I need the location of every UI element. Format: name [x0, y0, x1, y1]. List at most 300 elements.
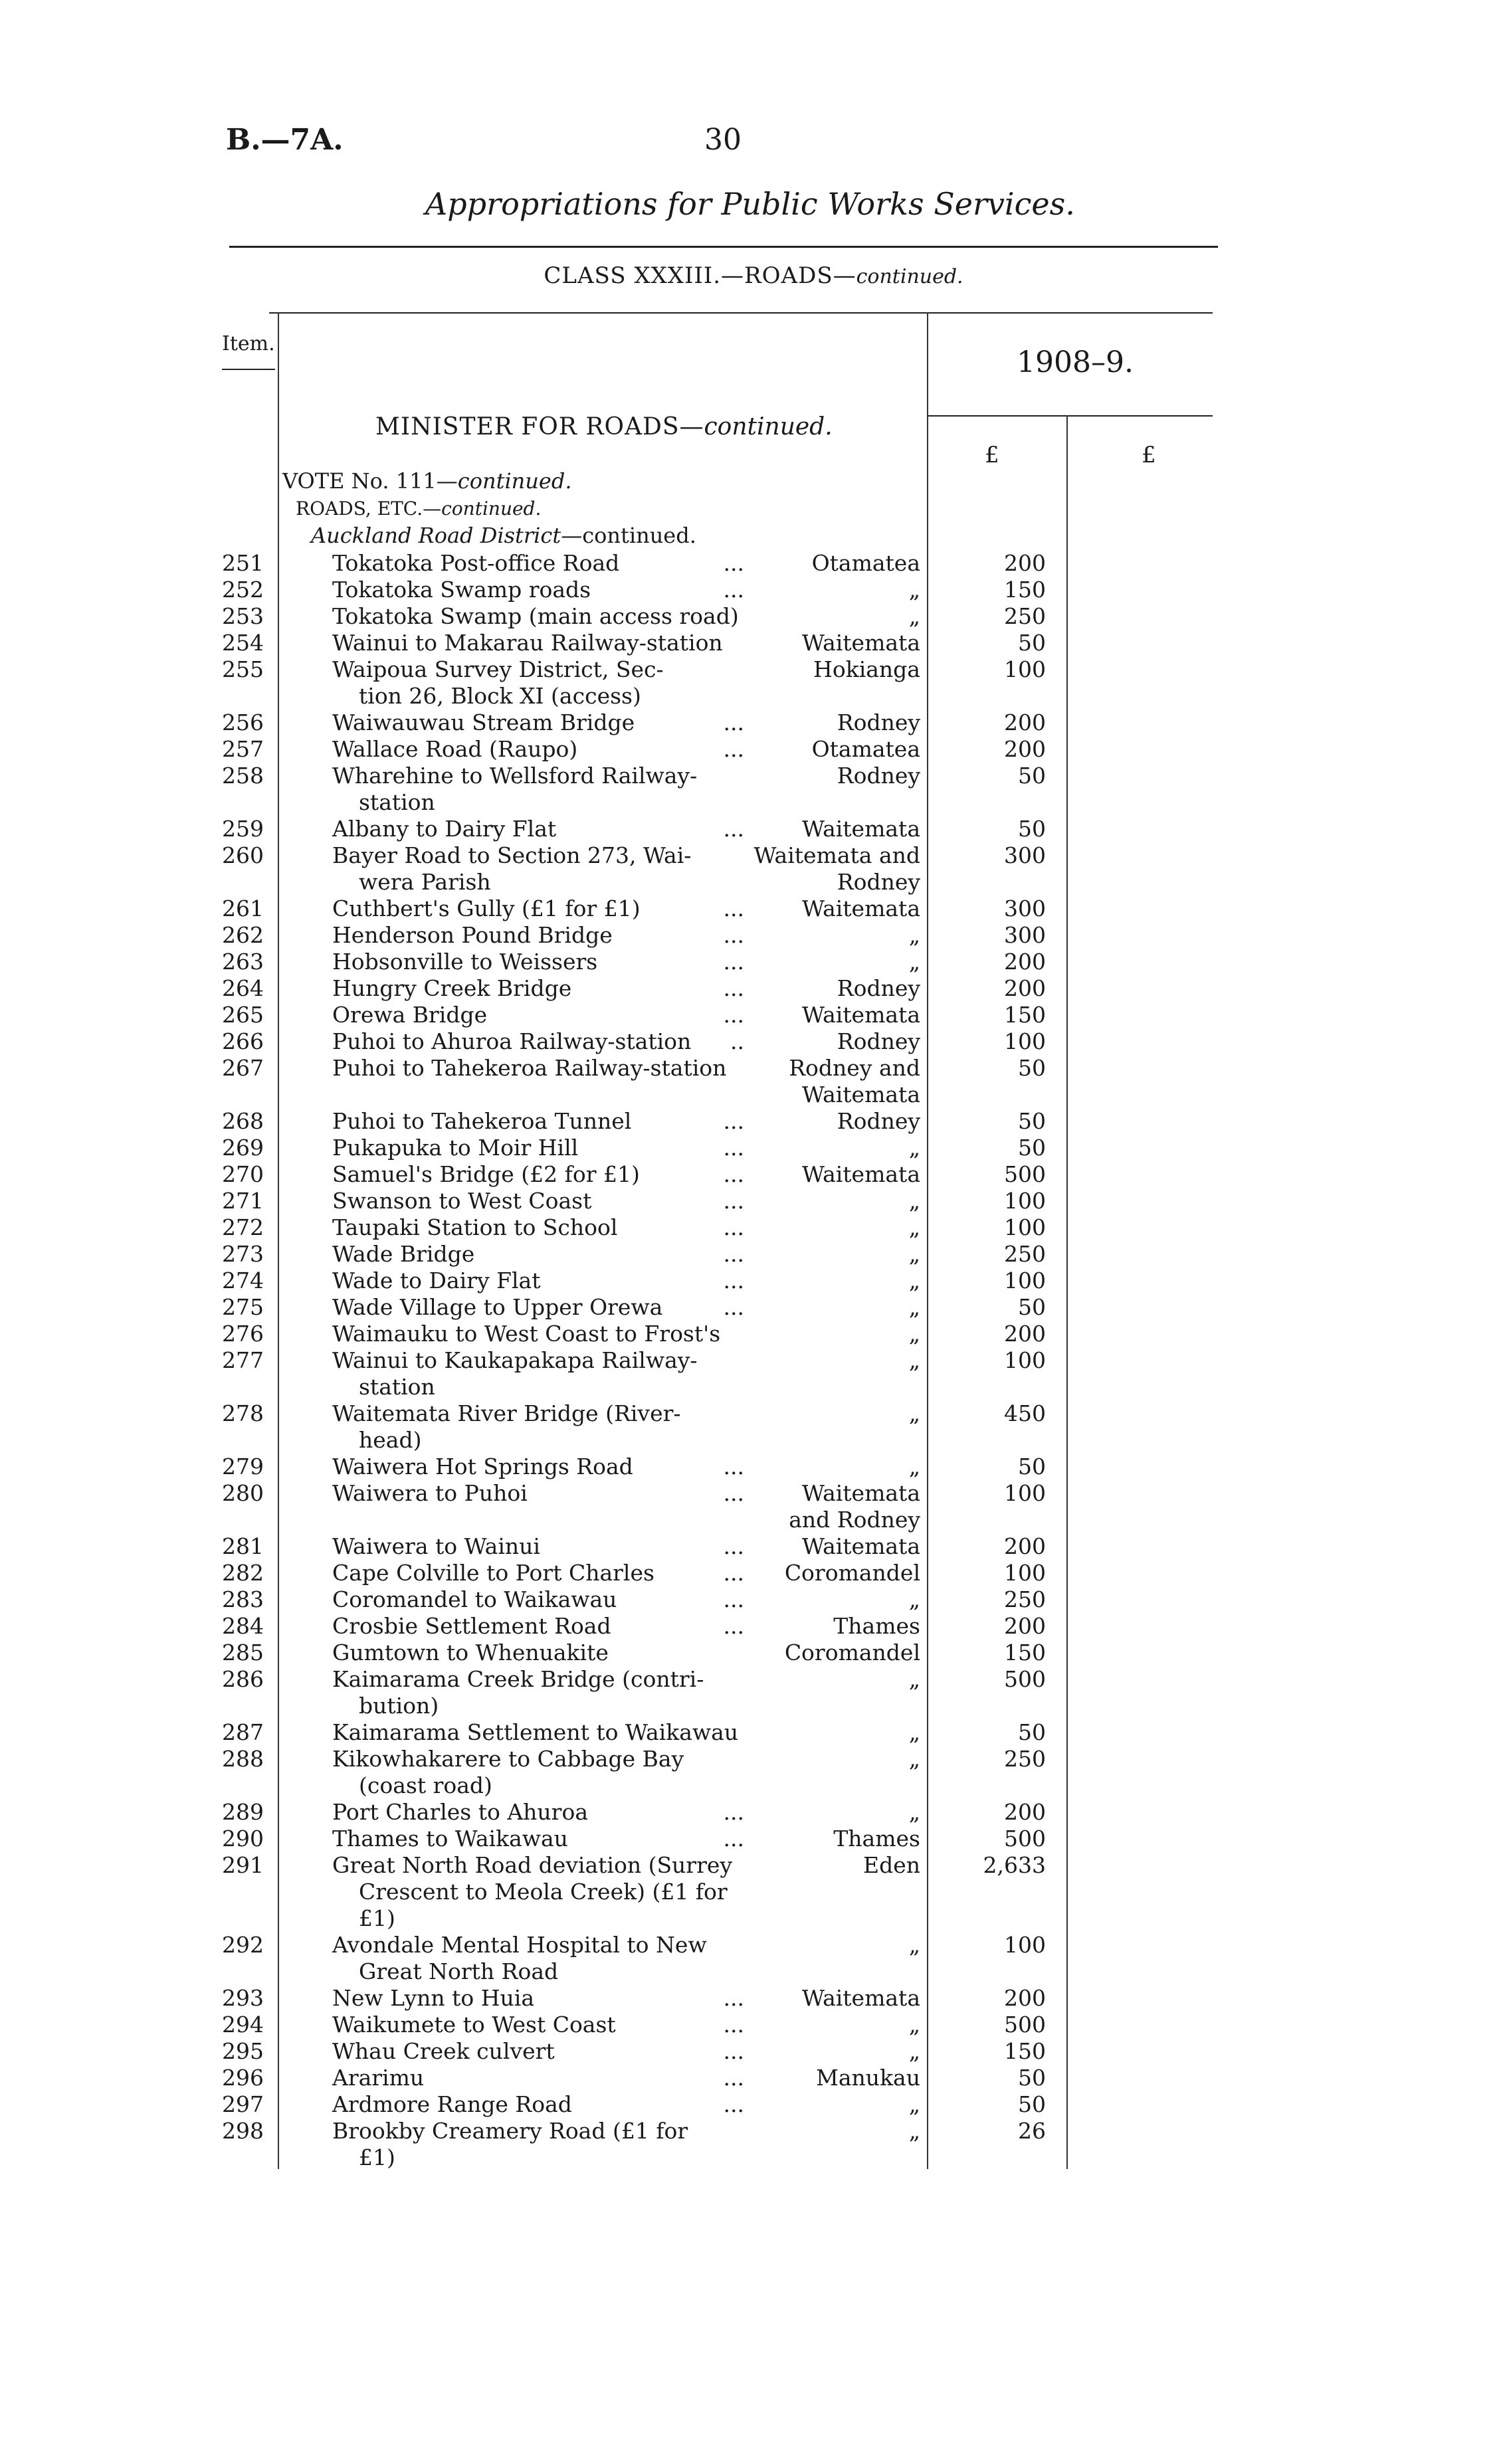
amount: 250	[1004, 603, 1046, 629]
electorate	[744, 1560, 920, 1586]
table-row	[0, 603, 1507, 630]
item-description	[332, 1480, 744, 1507]
amount: 200	[1004, 949, 1046, 975]
amount: 50	[1018, 630, 1046, 656]
electorate	[744, 710, 920, 736]
electorate-line: and Rodney	[789, 1507, 920, 1533]
item-description	[332, 630, 744, 656]
description-line: Brookby Creamery Road (£1 for	[332, 2118, 688, 2144]
leader-dots: ...	[723, 2012, 744, 2038]
item-number: 275	[222, 1294, 264, 1320]
leader-dots: ..	[730, 1028, 744, 1054]
amount: 300	[1004, 896, 1046, 921]
electorate-line: „	[908, 2091, 920, 2117]
item-description	[332, 949, 744, 975]
electorate-line: „	[908, 2118, 920, 2144]
item-description	[332, 550, 744, 577]
leader-dots: ...	[723, 2091, 744, 2117]
electorate	[744, 1746, 920, 1772]
electorate	[744, 1055, 920, 1108]
item-number: 263	[222, 949, 264, 975]
electorate	[744, 1666, 920, 1693]
amount: 500	[1004, 1666, 1046, 1692]
description-line: Bayer Road to Section 273, Wai-	[332, 842, 692, 868]
electorate-line: „	[908, 1347, 920, 1373]
item-description	[332, 1214, 744, 1241]
electorate-line: „	[908, 1294, 920, 1320]
electorate	[744, 1613, 920, 1640]
description-line: Kaimarama Creek Bridge (contri-	[332, 1666, 704, 1692]
amount: 250	[1004, 1241, 1046, 1267]
description-line: Coromandel to Waikawau	[332, 1586, 617, 1612]
item-number: 286	[222, 1666, 264, 1692]
description-line: £1)	[359, 1905, 395, 1931]
electorate	[744, 1640, 920, 1666]
table-row	[0, 1268, 1507, 1294]
electorate-line: Coromandel	[784, 1560, 920, 1586]
electorate	[744, 1826, 920, 1852]
item-description	[332, 1719, 744, 1746]
amount: 50	[1018, 1719, 1046, 1745]
table-row	[0, 1852, 1507, 1932]
electorate-line: „	[908, 949, 920, 975]
description-line: £1)	[359, 2144, 395, 2170]
item-description	[332, 1666, 744, 1719]
amount: 200	[1004, 1799, 1046, 1825]
table-row	[0, 1055, 1507, 1108]
description-line: Waiwera to Puhoi	[332, 1480, 528, 1506]
item-number: 267	[222, 1055, 264, 1081]
amount: 200	[1004, 710, 1046, 735]
electorate	[744, 1161, 920, 1188]
electorate	[744, 1852, 920, 1879]
roads-heading: ROADS, ETC.—continued.	[296, 498, 542, 520]
table-row	[0, 1135, 1507, 1161]
item-number: 255	[222, 656, 264, 682]
electorate-line: „	[908, 1214, 920, 1240]
item-description	[332, 1400, 744, 1454]
item-number: 270	[222, 1161, 264, 1187]
item-number: 297	[222, 2091, 264, 2117]
electorate	[744, 736, 920, 763]
leader-dots: ...	[723, 922, 744, 948]
item-number: 294	[222, 2012, 264, 2038]
item-number: 293	[222, 1985, 264, 2011]
amount: 200	[1004, 975, 1046, 1001]
item-header-underline	[222, 369, 275, 370]
item-number: 268	[222, 1108, 264, 1134]
amount: 100	[1004, 1028, 1046, 1054]
description-line: Whau Creek culvert	[332, 2038, 555, 2064]
electorate	[744, 2091, 920, 2118]
electorate-line: Rodney	[837, 763, 920, 789]
item-description	[332, 603, 744, 630]
electorate	[744, 656, 920, 683]
leader-dots: ...	[723, 1480, 744, 1506]
description-line: Puhoi to Ahuroa Railway-station	[332, 1028, 692, 1054]
table-row	[0, 2118, 1507, 2171]
item-number: 285	[222, 1640, 264, 1665]
item-number: 258	[222, 763, 264, 789]
electorate	[744, 1135, 920, 1161]
item-number: 295	[222, 2038, 264, 2064]
amount: 200	[1004, 1985, 1046, 2011]
amount: 100	[1004, 1188, 1046, 1214]
description-line: Puhoi to Tahekeroa Railway-station	[332, 1055, 727, 1081]
description-line: Albany to Dairy Flat	[332, 816, 557, 842]
description-line: station	[359, 1374, 435, 1400]
table-row	[0, 896, 1507, 922]
item-description	[332, 2038, 744, 2065]
item-description	[332, 1347, 744, 1400]
amount: 300	[1004, 922, 1046, 948]
electorate-line: Waitemata	[802, 816, 920, 842]
electorate	[744, 949, 920, 975]
description-line: Avondale Mental Hospital to New	[332, 1932, 707, 1958]
electorate	[744, 1719, 920, 1746]
leader-dots: ...	[723, 1826, 744, 1851]
electorate	[744, 2118, 920, 2144]
electorate-line: „	[908, 1268, 920, 1293]
description-line: Great North Road deviation (Surrey	[332, 1852, 733, 1878]
pound-symbol-col2: £	[1142, 442, 1156, 468]
item-description	[332, 2091, 744, 2118]
electorate	[744, 550, 920, 577]
amount: 500	[1004, 2012, 1046, 2038]
table-row	[0, 1533, 1507, 1560]
description-line: New Lynn to Huia	[332, 1985, 534, 2011]
electorate-line: Otamatea	[811, 736, 920, 762]
description-line: Tokatoka Swamp (main access road)	[332, 603, 739, 629]
item-number: 291	[222, 1852, 264, 1878]
electorate-line: Waitemata	[802, 1082, 920, 1107]
item-description	[332, 2012, 744, 2038]
amount: 200	[1004, 1613, 1046, 1639]
leader-dots: ...	[723, 1108, 744, 1134]
item-description	[332, 1108, 744, 1135]
electorate	[744, 1932, 920, 1958]
amount: 2,633	[983, 1852, 1046, 1878]
electorate	[744, 763, 920, 789]
description-line: Wade to Dairy Flat	[332, 1268, 541, 1293]
item-number: 272	[222, 1214, 264, 1240]
table-row	[0, 1560, 1507, 1586]
description-line: Cuthbert's Gully (£1 for £1)	[332, 896, 641, 921]
table-row	[0, 2091, 1507, 2118]
leader-dots: ...	[723, 1560, 744, 1586]
description-line: Puhoi to Tahekeroa Tunnel	[332, 1108, 632, 1134]
description-line: station	[359, 789, 435, 815]
leader-dots: ...	[723, 1214, 744, 1240]
table-row	[0, 1002, 1507, 1028]
amount: 26	[1018, 2118, 1046, 2144]
electorate-line: Rodney	[837, 869, 920, 895]
item-description	[332, 1454, 744, 1480]
leader-dots: ...	[723, 577, 744, 603]
table-row	[0, 736, 1507, 763]
electorate-line: Waitemata	[802, 1002, 920, 1028]
electorate-line: Rodney and	[789, 1055, 920, 1081]
document-reference: B.—7A.	[226, 123, 344, 157]
item-description	[332, 656, 744, 710]
table-row	[0, 1161, 1507, 1188]
electorate-line: „	[908, 1241, 920, 1267]
table-top-rule	[269, 312, 1213, 314]
electorate-line: Waitemata and	[754, 842, 920, 868]
description-line: Wallace Road (Raupo)	[332, 736, 578, 762]
description-line: wera Parish	[359, 869, 491, 895]
description-line: Tokatoka Swamp roads	[332, 577, 591, 603]
item-number: 280	[222, 1480, 264, 1506]
item-description	[332, 1985, 744, 2012]
table-row	[0, 975, 1507, 1002]
item-description	[332, 1188, 744, 1214]
table-row	[0, 1799, 1507, 1826]
table-row	[0, 1480, 1507, 1533]
leader-dots: ...	[723, 736, 744, 762]
description-line: Hobsonville to Weissers	[332, 949, 598, 975]
item-description	[332, 1161, 744, 1188]
item-number: 266	[222, 1028, 264, 1054]
electorate	[744, 2012, 920, 2038]
electorate-line: Waitemata	[802, 1985, 920, 2011]
leader-dots: ...	[723, 1533, 744, 1559]
item-description	[332, 710, 744, 736]
item-number: 278	[222, 1400, 264, 1426]
description-line: Cape Colville to Port Charles	[332, 1560, 654, 1586]
year-underline	[927, 415, 1213, 417]
table-row	[0, 816, 1507, 842]
description-line: Pukapuka to Moir Hill	[332, 1135, 579, 1161]
electorate-line: Rodney	[837, 1108, 920, 1134]
leader-dots: ...	[723, 1613, 744, 1639]
amount: 50	[1018, 1108, 1046, 1134]
electorate-line: „	[908, 1799, 920, 1825]
table-row	[0, 1640, 1507, 1666]
table-row	[0, 1241, 1507, 1268]
electorate	[744, 1268, 920, 1294]
item-number: 282	[222, 1560, 264, 1586]
table-row	[0, 656, 1507, 710]
item-number: 254	[222, 630, 264, 656]
electorate-line: Waitemata	[802, 1533, 920, 1559]
description-line: Samuel's Bridge (£2 for £1)	[332, 1161, 640, 1187]
item-description	[332, 1055, 744, 1082]
item-number: 276	[222, 1321, 264, 1347]
item-description	[332, 1560, 744, 1586]
minister-heading: MINISTER FOR ROADS—continued.	[375, 413, 833, 440]
amount: 100	[1004, 1932, 1046, 1958]
electorate	[744, 1188, 920, 1214]
electorate-line: Rodney	[837, 710, 920, 735]
page-number: 30	[704, 123, 742, 157]
description-line: Henderson Pound Bridge	[332, 922, 613, 948]
item-number: 277	[222, 1347, 264, 1373]
amount: 250	[1004, 1586, 1046, 1612]
amount: 50	[1018, 1454, 1046, 1479]
table-row	[0, 1400, 1507, 1454]
table-row	[0, 1108, 1507, 1135]
item-description	[332, 736, 744, 763]
item-number: 281	[222, 1533, 264, 1559]
item-description	[332, 1002, 744, 1028]
electorate-line: Waitemata	[802, 1480, 920, 1506]
description-line: Waimauku to West Coast to Frost's	[332, 1321, 721, 1347]
amount: 200	[1004, 1533, 1046, 1559]
leader-dots: ...	[723, 816, 744, 842]
amount: 500	[1004, 1161, 1046, 1187]
item-number: 260	[222, 842, 264, 868]
table-row	[0, 1214, 1507, 1241]
item-number: 298	[222, 2118, 264, 2144]
item-description	[332, 1852, 744, 1932]
description-line: Port Charles to Ahuroa	[332, 1799, 588, 1825]
description-line: Waiwauwau Stream Bridge	[332, 710, 635, 735]
description-line: Wainui to Makarau Railway-station	[332, 630, 723, 656]
description-line: Tokatoka Post-office Road	[332, 550, 620, 576]
electorate-line: Thames	[833, 1826, 920, 1851]
table-row	[0, 2038, 1507, 2065]
amount: 50	[1018, 1055, 1046, 1081]
amount: 50	[1018, 763, 1046, 789]
item-description	[332, 1268, 744, 1294]
leader-dots: ...	[723, 550, 744, 576]
description-line: Crescent to Meola Creek) (£1 for	[359, 1879, 728, 1905]
item-number: 253	[222, 603, 264, 629]
table-row	[0, 2012, 1507, 2038]
item-description	[332, 1640, 744, 1666]
description-line: Thames to Waikawau	[332, 1826, 568, 1851]
electorate-line: „	[908, 1321, 920, 1347]
description-line: Wade Bridge	[332, 1241, 475, 1267]
table-row	[0, 1985, 1507, 2012]
description-line: Waiwera Hot Springs Road	[332, 1454, 633, 1479]
electorate-line: „	[908, 2038, 920, 2064]
electorate-line: Rodney	[837, 1028, 920, 1054]
table-row	[0, 577, 1507, 603]
table-row	[0, 763, 1507, 816]
electorate-line: Coromandel	[784, 1640, 920, 1665]
item-number: 251	[222, 550, 264, 576]
amount: 150	[1004, 1002, 1046, 1028]
leader-dots: ...	[723, 1454, 744, 1479]
item-number: 290	[222, 1826, 264, 1851]
amount: 100	[1004, 1347, 1046, 1373]
electorate-line: Otamatea	[811, 550, 920, 576]
item-number: 296	[222, 2065, 264, 2091]
leader-dots: ...	[723, 1241, 744, 1267]
class-heading: CLASS XXXIII.—ROADS—continued.	[544, 262, 963, 289]
electorate-line: „	[908, 1454, 920, 1479]
leader-dots: ...	[723, 1161, 744, 1187]
title-rule	[229, 246, 1218, 248]
item-number: 262	[222, 922, 264, 948]
amount: 50	[1018, 1294, 1046, 1320]
item-description	[332, 1746, 744, 1799]
item-number: 287	[222, 1719, 264, 1745]
amount: 50	[1018, 2065, 1046, 2091]
amount: 50	[1018, 2091, 1046, 2117]
table-row	[0, 922, 1507, 949]
amount: 250	[1004, 1746, 1046, 1772]
table-row	[0, 1932, 1507, 1985]
item-description	[332, 1241, 744, 1268]
description-line: Swanson to West Coast	[332, 1188, 592, 1214]
electorate-line: „	[908, 1746, 920, 1772]
amount: 200	[1004, 1321, 1046, 1347]
electorate	[744, 975, 920, 1002]
description-line: Gumtown to Whenuakite	[332, 1640, 609, 1665]
amount: 450	[1004, 1400, 1046, 1426]
leader-dots: ...	[723, 1586, 744, 1612]
electorate	[744, 1108, 920, 1135]
electorate	[744, 1480, 920, 1533]
leader-dots: ...	[723, 1799, 744, 1825]
description-line: Orewa Bridge	[332, 1002, 488, 1028]
item-description	[332, 1932, 744, 1985]
electorate-line: Waitemata	[802, 896, 920, 921]
electorate	[744, 1002, 920, 1028]
table-row	[0, 630, 1507, 656]
electorate-line: Waitemata	[802, 630, 920, 656]
table-row	[0, 1719, 1507, 1746]
leader-dots: ...	[723, 1002, 744, 1028]
item-number: 265	[222, 1002, 264, 1028]
table-row	[0, 1028, 1507, 1055]
description-line: Kaimarama Settlement to Waikawau	[332, 1719, 739, 1745]
item-number: 274	[222, 1268, 264, 1293]
amount: 150	[1004, 577, 1046, 603]
table-row	[0, 1746, 1507, 1799]
amount: 50	[1018, 1135, 1046, 1161]
electorate	[744, 1586, 920, 1613]
item-description	[332, 1613, 744, 1640]
item-description	[332, 1294, 744, 1321]
leader-dots: ...	[723, 896, 744, 921]
amount: 50	[1018, 816, 1046, 842]
item-number: 273	[222, 1241, 264, 1267]
electorate	[744, 2065, 920, 2091]
amount: 100	[1004, 1268, 1046, 1293]
amount: 150	[1004, 2038, 1046, 2064]
table-row	[0, 949, 1507, 975]
vote-heading: VOTE No. 111—continued.	[282, 468, 572, 494]
item-description	[332, 1321, 744, 1347]
item-description	[332, 1799, 744, 1826]
electorate	[744, 1214, 920, 1241]
item-number: 261	[222, 896, 264, 921]
item-number: 292	[222, 1932, 264, 1958]
description-line: Kikowhakarere to Cabbage Bay	[332, 1746, 684, 1772]
description-line: tion 26, Block XI (access)	[359, 683, 641, 709]
description-line: head)	[359, 1427, 422, 1453]
electorate-line: Manukau	[816, 2065, 920, 2091]
electorate-line: Hokianga	[813, 656, 920, 682]
electorate-line: Rodney	[837, 975, 920, 1001]
description-line: Wharehine to Wellsford Railway-	[332, 763, 698, 789]
electorate-line: „	[908, 1188, 920, 1214]
electorate-line: „	[908, 1719, 920, 1745]
amount: 100	[1004, 656, 1046, 682]
electorate	[744, 1294, 920, 1321]
table-row	[0, 2065, 1507, 2091]
amount: 150	[1004, 1640, 1046, 1665]
leader-dots: ...	[723, 710, 744, 735]
electorate-line: „	[908, 1586, 920, 1612]
description-line: Taupaki Station to School	[332, 1214, 618, 1240]
leader-dots: ...	[723, 975, 744, 1001]
item-description	[332, 1028, 744, 1055]
